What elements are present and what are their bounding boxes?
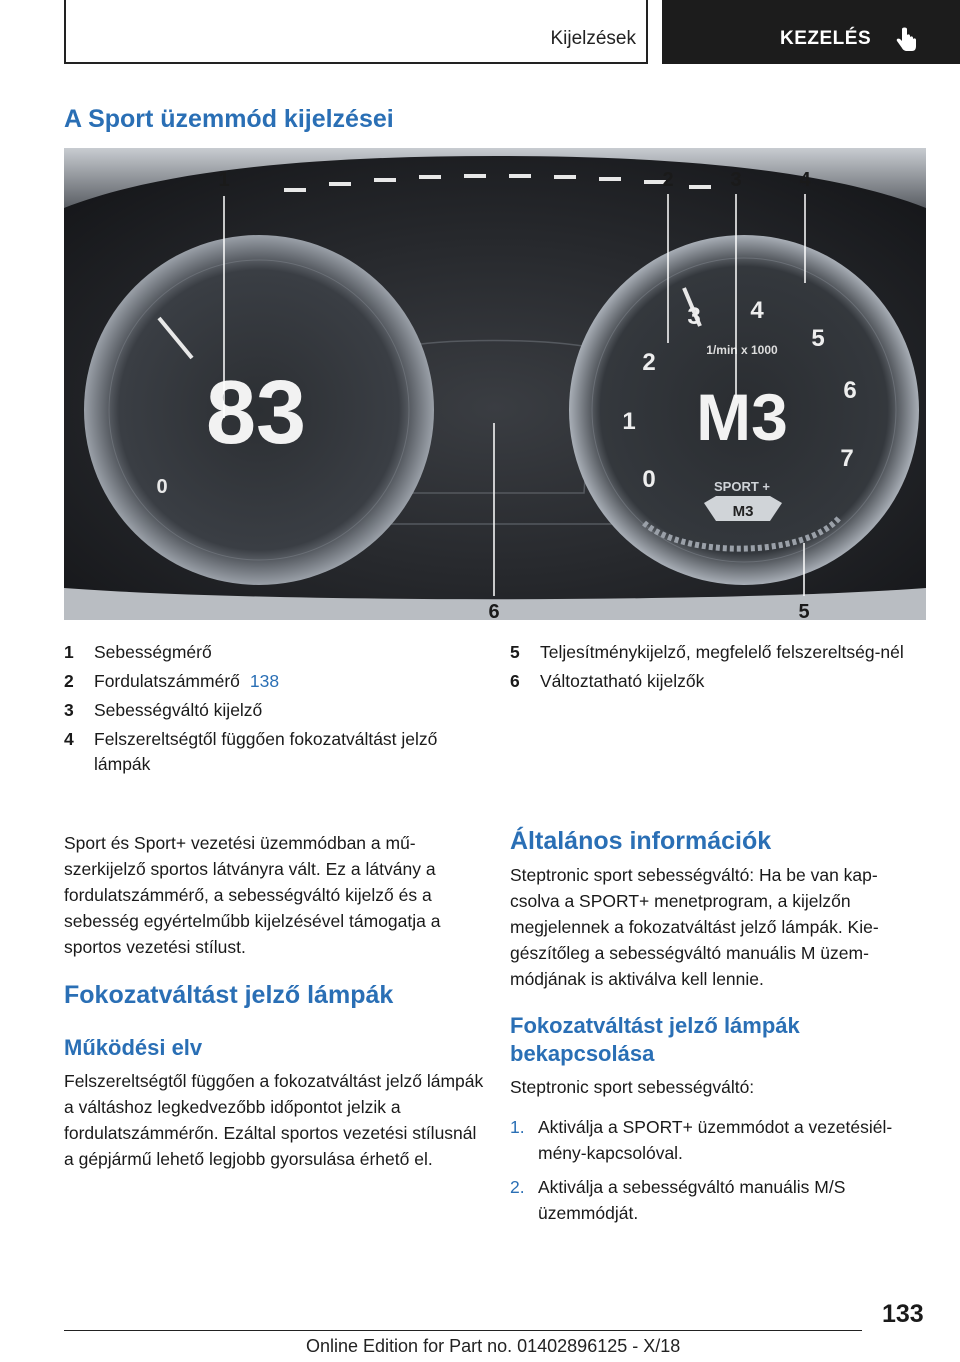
callout-3: 3: [730, 169, 742, 191]
header-chapter-label: KEZELÉS: [780, 28, 872, 49]
speedometer: [84, 235, 434, 585]
step-number: 1.: [510, 1117, 525, 1137]
speed-value: 83: [205, 363, 307, 463]
gear-small-label: M3: [732, 503, 754, 520]
step-number: 2.: [510, 1177, 525, 1197]
heading-activate: Fokozatváltást jelző lámpák bekapcsolása: [510, 1013, 800, 1066]
gear-indicator: M3: [696, 380, 788, 454]
rpm-tick-6: 6: [843, 377, 857, 404]
caption-item: [64, 640, 484, 665]
step-text: Aktiválja a SPORT+ üzemmódot a vezetésiél-mény-kapcsolóval.: [538, 1117, 893, 1163]
heading-principle: Működési elv: [64, 1035, 203, 1060]
intro-paragraph: Sport és Sport+ vezetési üzemmódban a mű-szerkijelző sportos látványra vált. Ez a látvány a fordulatszámmérő, a sebességváltó kijelző és a sebesség egyértelműbb kijelzésével támogatja a sportos vezetési stílust.: [64, 833, 441, 957]
page-number: 133: [882, 1300, 924, 1328]
caption-text: Változtatható kijelzők: [540, 671, 705, 691]
caption-text: Fordulatszámmérő: [94, 671, 240, 691]
step-item: [510, 1114, 925, 1166]
callout-4: 4: [799, 169, 811, 191]
heading-general-info: Általános információk: [510, 827, 772, 855]
rpm-tick-0: 0: [642, 466, 656, 493]
rpm-tick-7: 7: [840, 445, 854, 472]
caption-list-right: [510, 640, 930, 698]
caption-text: Sebességmérő: [94, 642, 212, 662]
caption-list-left: [64, 640, 484, 781]
caption-text: Sebességváltó kijelző: [94, 700, 263, 720]
rpm-tick-4: 4: [750, 297, 764, 324]
caption-number: 6: [510, 671, 520, 691]
heading-shift-lights: Fokozatváltást jelző lámpák: [64, 981, 394, 1009]
principle-paragraph: Felszereltségtől függően a fokozatváltást jelző lámpák a váltáshoz legkedvezőbb időpontot jelzik a fordulatszámmérőn. Ezáltal sportos vezetési stílusnál a gépjármű lehető legjobb gyorsulása érhető el.: [64, 1071, 484, 1169]
caption-item: [64, 698, 484, 723]
step-item: [510, 1174, 925, 1226]
caption-item: [64, 669, 484, 694]
caption-text: Teljesítménykijelző, megfelelő felszereltség-nél: [540, 642, 904, 662]
rpm-unit-label: 1/min x 1000: [706, 343, 778, 357]
callout-2: 2: [662, 169, 674, 191]
callout-6: 6: [488, 601, 500, 620]
caption-number: 3: [64, 700, 74, 720]
tachometer: [569, 235, 919, 585]
header-section-label: Kijelzések: [550, 28, 636, 49]
step-text: Aktiválja a sebességváltó manuális M/S üzemmódját.: [538, 1177, 846, 1223]
caption-item: [64, 727, 484, 777]
step-list: [510, 1114, 925, 1234]
caption-text: Felszereltségtől függően fokozatváltást jelző lámpák: [94, 729, 438, 774]
caption-number: 1: [64, 642, 74, 662]
sport-mode-label: SPORT +: [714, 479, 770, 494]
speed-zero-label: 0: [156, 476, 168, 498]
rpm-tick-5: 5: [811, 325, 825, 352]
footer-divider: [64, 1330, 862, 1331]
footer-edition-text: Online Edition for Part no. 01402896125 - X/18: [306, 1336, 681, 1356]
rpm-tick-2: 2: [642, 349, 656, 376]
section-title: A Sport üzemmód kijelzései: [64, 105, 394, 133]
hand-pointer-icon: [892, 26, 920, 54]
page-reference-link[interactable]: 138: [249, 671, 280, 691]
callout-1: 1: [218, 169, 230, 191]
activate-intro: Steptronic sport sebességváltó:: [510, 1077, 755, 1097]
caption-number: 5: [510, 642, 520, 662]
rpm-tick-1: 1: [622, 408, 636, 435]
general-paragraph: Steptronic sport sebességváltó: Ha be van kap-csolva a SPORT+ menetprogram, a kijelzőn megjelennek a fokozatváltást jelző lámpák. Kie-gészítőleg a sebességváltó manuális M üzem-módjának is aktiválva kell lennie.: [510, 865, 879, 989]
header-section-box: [64, 0, 648, 64]
rpm-tick-3: 3: [687, 303, 701, 330]
dashboard-figure: [64, 148, 926, 620]
caption-item: [510, 640, 930, 665]
caption-item: [510, 669, 930, 694]
callout-5: 5: [798, 601, 810, 620]
caption-number: 4: [64, 729, 74, 749]
caption-number: 2: [64, 671, 74, 691]
